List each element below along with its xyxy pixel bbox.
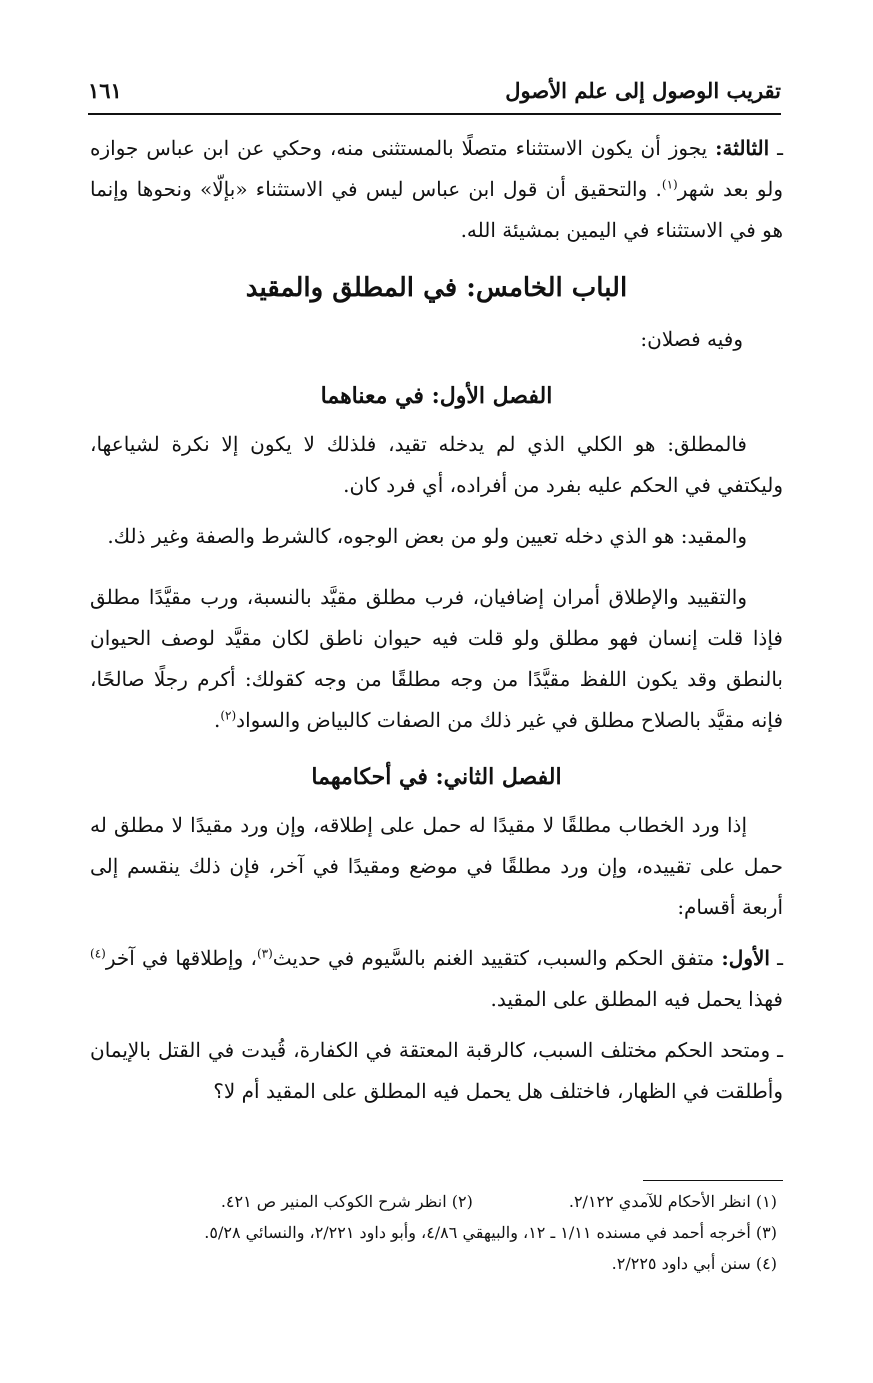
section-title: الباب الخامس: في المطلق والمقيد bbox=[245, 273, 628, 303]
paragraph-text: ، وإطلاقها في آخر bbox=[105, 946, 257, 970]
paragraph-third-point bbox=[90, 128, 783, 251]
footnote-2: (٢) انظر شرح الكوكب المنير ص ٤٢١. bbox=[220, 1192, 473, 1211]
header-divider bbox=[88, 113, 781, 115]
paragraph-relative bbox=[90, 577, 783, 741]
paragraph-text: . والتحقيق أن قول ابن عباس ليس في الاستثناء «بإلّا» ونحوها وإنما هو في الاستثناء في اليمين بمشيئة الله. bbox=[90, 177, 783, 242]
paragraph-text: والتقييد والإطلاق أمران إضافيان، فرب مطلق مقيَّد بالنسبة، ورب مقيَّدًا مطلق فإذا قلت إنسان فهو مطلق ولو قلت فيه حيوان ناطق لكان مقيَّد لوصف الحيوان بالنطق وقد يكون اللفظ مقيَّدًا من وجه مطلقًا من وجه كقولك: أكرم رجلًا صالحًا، فإنه مقيَّد بالصلاح مطلق في غير ذلك من الصفات كالبياض والسواد bbox=[90, 585, 783, 732]
footnote-divider bbox=[643, 1180, 783, 1181]
paragraph-text: . bbox=[213, 708, 221, 732]
chapter-title-2: الفصل الثاني: في أحكامهما bbox=[311, 764, 562, 790]
dash-marker: ـ bbox=[769, 136, 784, 160]
footnote-spacer bbox=[491, 1186, 551, 1217]
chapter-title-1: الفصل الأول: في معناهما bbox=[320, 383, 553, 409]
footnote-line bbox=[90, 1217, 777, 1248]
running-header bbox=[88, 72, 781, 108]
paragraph-muqayyad: والمقيد: هو الذي دخله تعيين ولو من بعض الوجوه، كالشرط والصفة وغير ذلك. bbox=[107, 524, 747, 548]
footnote-line bbox=[90, 1248, 777, 1279]
footnote-ref: (١) bbox=[661, 177, 678, 192]
paragraph-text: فهذا يحمل فيه المطلق على المقيد. bbox=[490, 987, 783, 1011]
paragraph-rules: إذا ورد الخطاب مطلقًا لا مقيدًا له حمل على إطلاقه، وإن ورد مقيدًا لا مطلق له حمل على تقييده، وإن ورد مطلقًا في موضع ومقيدًا في آخر، فإن ذلك ينقسم إلى أربعة أقسام: bbox=[90, 813, 783, 919]
intro-line: وفيه فصلان: bbox=[640, 327, 743, 351]
lead-word: الثالثة: bbox=[715, 136, 770, 160]
footnote-ref: (٤) bbox=[90, 946, 106, 961]
paragraph-mutlaq: فالمطلق: هو الكلي الذي لم يدخله تقيد، فلذلك لا يكون إلا نكرة لشياعها، وليكتفي في الحكم عليه بفرد من أفراده، أي فرد كان. bbox=[90, 432, 783, 497]
footnotes bbox=[90, 1186, 777, 1279]
page-number: ١٦١ bbox=[88, 77, 122, 103]
footnote-1: (١) انظر الأحكام للآمدي ٢/١٢٢. bbox=[568, 1192, 777, 1211]
paragraph-text: متفق الحكم والسبب، كتقييد الغنم بالسَّيوم في حديث bbox=[272, 946, 722, 970]
main-text bbox=[90, 128, 783, 1112]
paragraph-text: يجوز أن يكون الاستثناء متصلًا بالمستثنى منه، وحكي عن ابن عباس جوازه ولو بعد شهر bbox=[90, 136, 783, 201]
footnote-line bbox=[90, 1186, 777, 1217]
footnote-4: (٤) سنن أبي داود ٢/٢٢٥. bbox=[611, 1254, 777, 1273]
paragraph-first-case bbox=[90, 938, 783, 1020]
running-title: تقريب الوصول إلى علم الأصول bbox=[505, 77, 781, 103]
footnote-3: (٣) أخرجه أحمد في مسنده ١/١١ ـ ١٢، والبيهقي ٤/٨٦، وأبو داود ٢/٢٢١، والنسائي ٥/٢٨. bbox=[204, 1223, 777, 1242]
footnote-ref: (٢) bbox=[220, 708, 237, 723]
footnote-ref: (٣) bbox=[256, 946, 273, 961]
paragraph-second-case: ـ ومتحد الحكم مختلف السبب، كالرقبة المعتقة في الكفارة، قُيدت في القتل بالإيمان وأطلقت في الظهار، فاختلف هل يحمل فيه المطلق على المقيد أم لا؟ bbox=[90, 1038, 783, 1103]
lead-word: الأول: bbox=[721, 946, 770, 970]
dash-marker: ـ bbox=[769, 946, 784, 970]
